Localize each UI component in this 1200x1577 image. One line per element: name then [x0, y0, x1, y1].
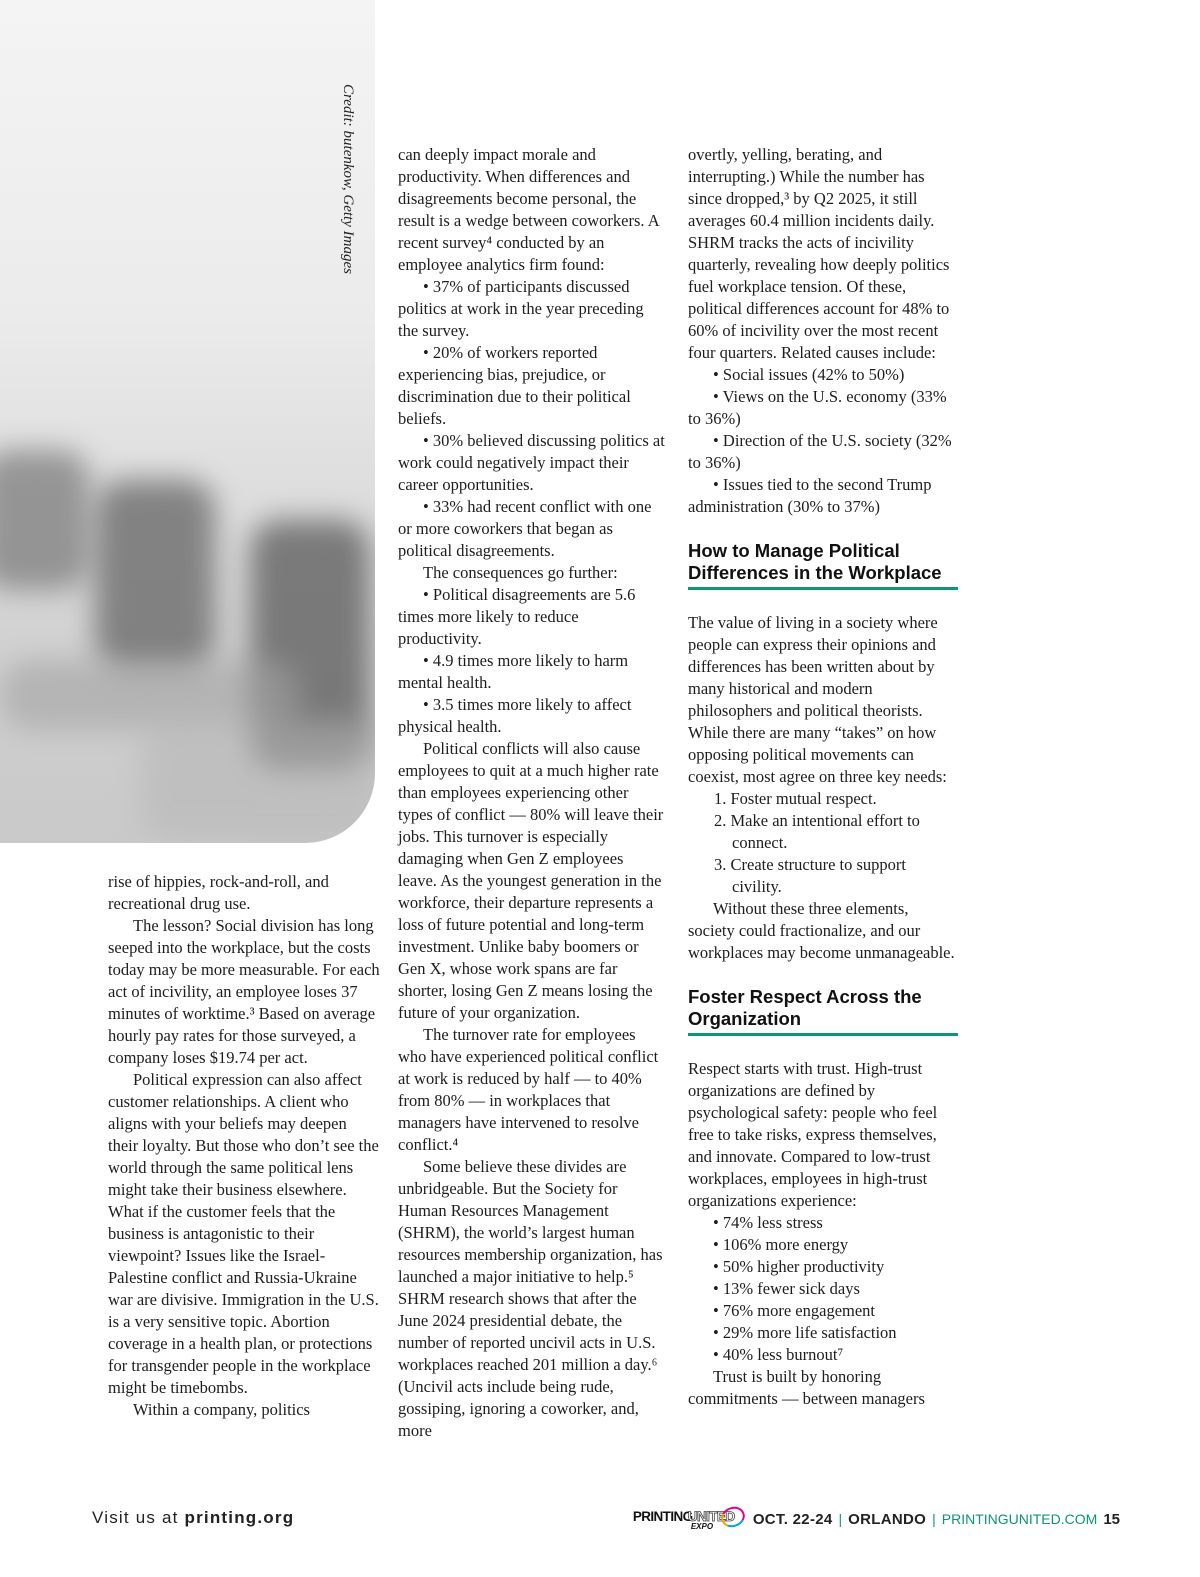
article-column-1: [108, 871, 380, 1421]
photo-credit: Credit: butenkow, Getty Images: [340, 84, 356, 274]
paragraph: Respect starts with trust. High-trust organizations are defined by psychological safety: people who feel free to take risks, express themselves, and innovate. Compared to low-trust workplaces, employees in high-trust organizations experience:: [688, 1059, 938, 1210]
event-site-link[interactable]: PRINTINGUNITED.COM: [941, 1511, 1098, 1527]
section-heading: How to Manage Political Differences in the Workplace: [688, 540, 958, 590]
paragraph: The consequences go further:: [423, 563, 618, 582]
incivility-causes-list: [688, 364, 958, 518]
chair-silhouette: [0, 450, 90, 590]
footer-visit-link[interactable]: [92, 1508, 294, 1528]
divider: |: [838, 1511, 843, 1527]
list-item: • 50% higher productivity: [688, 1256, 958, 1278]
list-item: • 76% more engagement: [688, 1300, 958, 1322]
article-column-3: [688, 144, 958, 1410]
list-item: • 106% more energy: [688, 1234, 958, 1256]
consequences-list: [398, 584, 666, 738]
list-item: • 33% had recent conflict with one or more coworkers that began as political disagreements.: [398, 496, 666, 562]
event-city: ORLANDO: [848, 1510, 927, 1528]
paragraph: Some believe these divides are unbridgeable. But the Society for Human Resources Management (SHRM), the world’s largest human resources membership organization, has launched a major initiative to help.⁵ SHRM research shows that after the June 2024 presidential debate, the number of reported uncivil acts in U.S. workplaces reached 201 million a day.⁶ (Uncivil acts include being rude, gossiping, ignoring a coworker, and, more: [398, 1157, 663, 1440]
list-item: • 30% believed discussing politics at work could negatively impact their career opportunities.: [398, 430, 666, 496]
event-dates: OCT. 22-24: [752, 1510, 833, 1528]
list-item: • 20% of workers reported experiencing bias, prejudice, or discrimination due to their political beliefs.: [398, 342, 666, 430]
survey-findings-list: [398, 276, 666, 562]
logo-word-united: UNITED: [687, 1509, 735, 1524]
list-item: • 74% less stress: [688, 1212, 958, 1234]
paragraph: The value of living in a society where people can express their opinions and differences has been written about by many historical and modern philosophers and political theorists. While there are many “takes” on how opposing political movements can coexist, most agree on three key needs:: [688, 613, 947, 786]
article-column-2: [398, 144, 666, 1442]
trust-benefits-list: [688, 1212, 958, 1366]
list-item: • Issues tied to the second Trump administration (30% to 37%): [688, 474, 958, 518]
divider: |: [932, 1511, 936, 1527]
paragraph: Political expression can also affect customer relationships. A client who aligns with your beliefs may deepen their loyalty. But those who don’t see the world through the same political lens might take their business elsewhere. What if the customer feels that the business is antagonistic to their viewpoint? Issues like the Israel-Palestine conflict and Russia-Ukraine war are divisive. Immigration in the U.S. is a very sensitive topic. Abortion coverage in a health plan, or protections for transgender people in the workplace might be timebombs.: [108, 1070, 379, 1397]
paragraph: Political conflicts will also cause employees to quit at a much higher rate than employees experiencing other types of conflict — 80% will leave their jobs. This turnover is especially damaging when Gen Z employees leave. As the youngest generation in the workforce, their departure represents a loss of future potential and long-term investment. Unlike baby boomers or Gen X, whose work spans are far shorter, losing Gen Z means losing the future of your organization.: [398, 739, 664, 1022]
logo-word-printing: PRINTING: [632, 1509, 693, 1524]
list-item: • 3.5 times more likely to affect physical health.: [398, 694, 666, 738]
paragraph: rise of hippies, rock-and-roll, and recreational drug use.: [108, 872, 329, 913]
page-number: 15: [1103, 1510, 1120, 1528]
paragraph: Trust is built by honoring commitments — between managers: [688, 1367, 925, 1408]
list-item: • 13% fewer sick days: [688, 1278, 958, 1300]
list-item: 3. Create structure to support civility.: [714, 855, 906, 896]
list-item: • 40% less burnout⁷: [688, 1344, 958, 1366]
paragraph: can deeply impact morale and productivity. When differences and disagreements become personal, the result is a wedge between coworkers. A recent survey⁴ conducted by an employee analytics firm found:: [398, 145, 659, 274]
printing-united-logo: [633, 1507, 745, 1531]
section-heading: Foster Respect Across the Organization: [688, 986, 958, 1036]
list-item: • 4.9 times more likely to harm mental health.: [398, 650, 666, 694]
list-item: • 29% more life satisfaction: [688, 1322, 958, 1344]
chair-silhouette: [95, 480, 215, 670]
list-item: • Views on the U.S. economy (33% to 36%): [688, 386, 958, 430]
list-item: • Direction of the U.S. society (32% to 36%): [688, 430, 958, 474]
footer-event-info: [633, 1507, 1120, 1531]
office-chairs-photo: [0, 0, 375, 843]
list-item: • Social issues (42% to 50%): [688, 364, 958, 386]
logo-ring-icon: [718, 1503, 747, 1530]
key-needs-list: [688, 788, 958, 898]
list-item: • Political disagreements are 5.6 times more likely to reduce productivity.: [398, 584, 666, 650]
visit-prefix: Visit us at: [92, 1508, 185, 1527]
logo-word-expo: EXPO: [690, 1522, 714, 1531]
paragraph: Within a company, politics: [133, 1400, 310, 1419]
visit-site: printing.org: [184, 1508, 295, 1527]
paragraph: Without these three elements, society could fractionalize, and our workplaces may become unmanageable.: [688, 899, 955, 962]
table-silhouette: [140, 720, 375, 840]
list-item: • 37% of participants discussed politics at work in the year preceding the survey.: [398, 276, 666, 342]
paragraph: The turnover rate for employees who have experienced political conflict at work is reduced by half — to 40% from 80% — in workplaces that managers have intervened to resolve conflict.⁴: [398, 1025, 659, 1154]
list-item: 2. Make an intentional effort to connect.: [714, 811, 920, 852]
paragraph: The lesson? Social division has long seeped into the workplace, but the costs today may be more measurable. For each act of incivility, an employee loses 37 minutes of worktime.³ Based on average hourly pay rates for those surveyed, a company loses $19.74 per act.: [108, 916, 380, 1067]
paragraph: overtly, yelling, berating, and interrupting.) While the number has since dropped,³ by Q2 2025, it still averages 60.4 million incidents daily. SHRM tracks the acts of incivility quarterly, revealing how deeply politics fuel workplace tension. Of these, political differences account for 48% to 60% of incivility over the most recent four quarters. Related causes include:: [688, 145, 950, 362]
list-item: 1. Foster mutual respect.: [714, 789, 877, 808]
